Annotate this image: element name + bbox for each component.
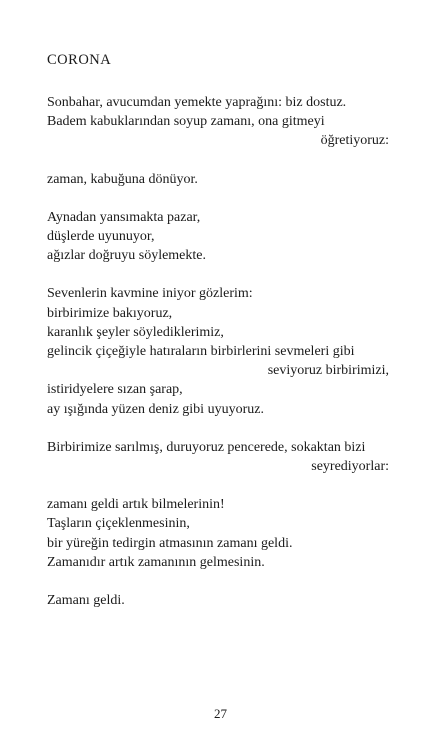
poem-stanza xyxy=(47,284,389,418)
poem-line: zamanı geldi artık bilmelerinin! xyxy=(47,497,225,513)
poem-title: CORONA xyxy=(47,52,112,68)
poem-line: bir yüreğin tedirgin atmasının zamanı geldi. xyxy=(47,535,293,551)
poem-line: Badem kabuklarından soyup zamanı, ona gitmeyi xyxy=(47,114,325,130)
poem-line: Aynadan yansımakta pazar, xyxy=(47,209,201,225)
poem-stanza xyxy=(47,591,389,610)
poem-line: Sevenlerin kavmine iniyor gözlerim: xyxy=(47,286,253,302)
poem-line: birbirimize bakıyoruz, xyxy=(47,305,173,321)
poem-stanza xyxy=(47,208,389,266)
poem-line: ay ışığında yüzen deniz gibi uyuyoruz. xyxy=(47,401,264,417)
poem-line: karanlık şeyler söylediklerimiz, xyxy=(47,324,224,340)
poem-stanza xyxy=(47,495,389,572)
poem-line: seviyoruz birbirimizi, xyxy=(267,363,389,379)
page-number: 27 xyxy=(214,706,227,721)
poem-stanza xyxy=(47,93,389,189)
poem-line: istiridyelere sızan şarap, xyxy=(47,382,183,398)
poem-line: ağızlar doğruyu söylemekte. xyxy=(47,248,207,264)
poem-line: öğretiyoruz: xyxy=(320,133,389,149)
poem-line: seyrediyorlar: xyxy=(311,459,389,475)
poem-line: Sonbahar, avucumdan yemekte yaprağını: biz dostuz. xyxy=(47,95,347,110)
poem-line: Zamanı geldi. xyxy=(47,593,125,609)
poem-line: zaman, kabuğuna dönüyor. xyxy=(47,171,198,187)
poem-body xyxy=(47,93,389,629)
poem-line: Taşların çiçeklenmesinin, xyxy=(47,516,190,532)
poem-stanza xyxy=(47,438,389,476)
poem-line: gelincik çiçeğiyle hatıraların birbirlerini sevmeleri gibi xyxy=(47,344,355,360)
poem-line: Birbirimize sarılmış, duruyoruz pencerede, sokaktan bizi xyxy=(47,439,366,455)
poem-line: düşlerde uyunuyor, xyxy=(47,229,155,245)
poem-line: Zamanıdır artık zamanının gelmesinin. xyxy=(47,554,265,570)
